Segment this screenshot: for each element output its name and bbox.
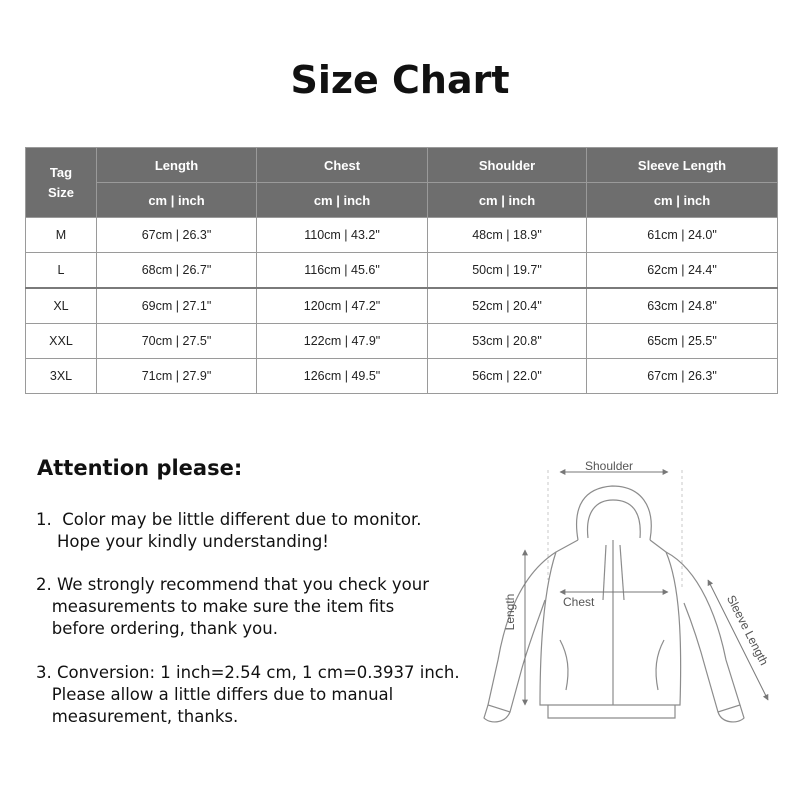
table-cell: 110cm | 43.2"	[257, 218, 428, 253]
tag-label: Tag	[49, 164, 73, 180]
note-line: 2. We strongly recommend that you check your	[36, 575, 430, 594]
table-cell: 48cm | 18.9"	[428, 218, 587, 253]
note-line: 1. Color may be little different due to monitor.	[36, 510, 422, 529]
attention-heading: Attention please:	[37, 456, 243, 480]
unit-label: cm | inch	[97, 183, 257, 218]
note-3	[36, 662, 486, 728]
unit-label: cm | inch	[428, 183, 587, 218]
tag-size-header	[26, 148, 97, 218]
table-cell: 61cm | 24.0"	[587, 218, 778, 253]
table-cell: 50cm | 19.7"	[428, 253, 587, 289]
table-cell: 65cm | 25.5"	[587, 324, 778, 359]
unit-label: cm | inch	[257, 183, 428, 218]
hoodie-measurement-diagram	[470, 450, 790, 740]
shoulder-label: Shoulder	[585, 459, 634, 473]
table-row	[26, 359, 778, 394]
table-cell: 69cm | 27.1"	[97, 288, 257, 324]
table-cell: 122cm | 47.9"	[257, 324, 428, 359]
table-cell: 126cm | 49.5"	[257, 359, 428, 394]
size-label: Size	[47, 184, 74, 200]
table-row	[26, 288, 778, 324]
column-header-length: Length	[97, 148, 257, 183]
table-cell: 116cm | 45.6"	[257, 253, 428, 289]
table-cell: 120cm | 47.2"	[257, 288, 428, 324]
note-1	[36, 509, 486, 553]
size-cell: XXL	[26, 324, 97, 359]
hoodie-outline	[484, 486, 744, 722]
column-header-chest: Chest	[257, 148, 428, 183]
note-line: 3. Conversion: 1 inch=2.54 cm, 1 cm=0.3937 inch.	[36, 663, 460, 682]
note-2	[36, 574, 486, 640]
sleeve-length-label: Sleeve Length	[723, 592, 772, 668]
table-row	[26, 218, 778, 253]
size-cell: L	[26, 253, 97, 289]
note-line: before ordering, thank you.	[36, 619, 278, 638]
size-cell: 3XL	[26, 359, 97, 394]
table-cell: 68cm | 26.7"	[97, 253, 257, 289]
size-cell: XL	[26, 288, 97, 324]
unit-label: cm | inch	[587, 183, 778, 218]
table-cell: 53cm | 20.8"	[428, 324, 587, 359]
column-header-shoulder: Shoulder	[428, 148, 587, 183]
table-row	[26, 324, 778, 359]
table-cell: 52cm | 20.4"	[428, 288, 587, 324]
length-label: Length	[503, 593, 517, 631]
table-cell: 70cm | 27.5"	[97, 324, 257, 359]
note-line: measurement, thanks.	[36, 707, 239, 726]
table-row	[26, 253, 778, 289]
table-cell: 56cm | 22.0"	[428, 359, 587, 394]
table-cell: 63cm | 24.8"	[587, 288, 778, 324]
size-chart-table	[25, 147, 778, 394]
unit-row	[26, 183, 778, 218]
header-row	[26, 148, 778, 183]
chest-label: Chest	[563, 595, 595, 609]
column-header-sleeve-length: Sleeve Length	[587, 148, 778, 183]
table-cell: 67cm | 26.3"	[97, 218, 257, 253]
table-cell: 62cm | 24.4"	[587, 253, 778, 289]
note-line: Hope your kindly understanding!	[36, 532, 329, 551]
note-line: Please allow a little differs due to manual	[36, 685, 394, 704]
table-cell: 67cm | 26.3"	[587, 359, 778, 394]
table-cell: 71cm | 27.9"	[97, 359, 257, 394]
note-line: measurements to make sure the item fits	[36, 597, 395, 616]
size-cell: M	[26, 218, 97, 253]
page-title: Size Chart	[290, 58, 510, 102]
